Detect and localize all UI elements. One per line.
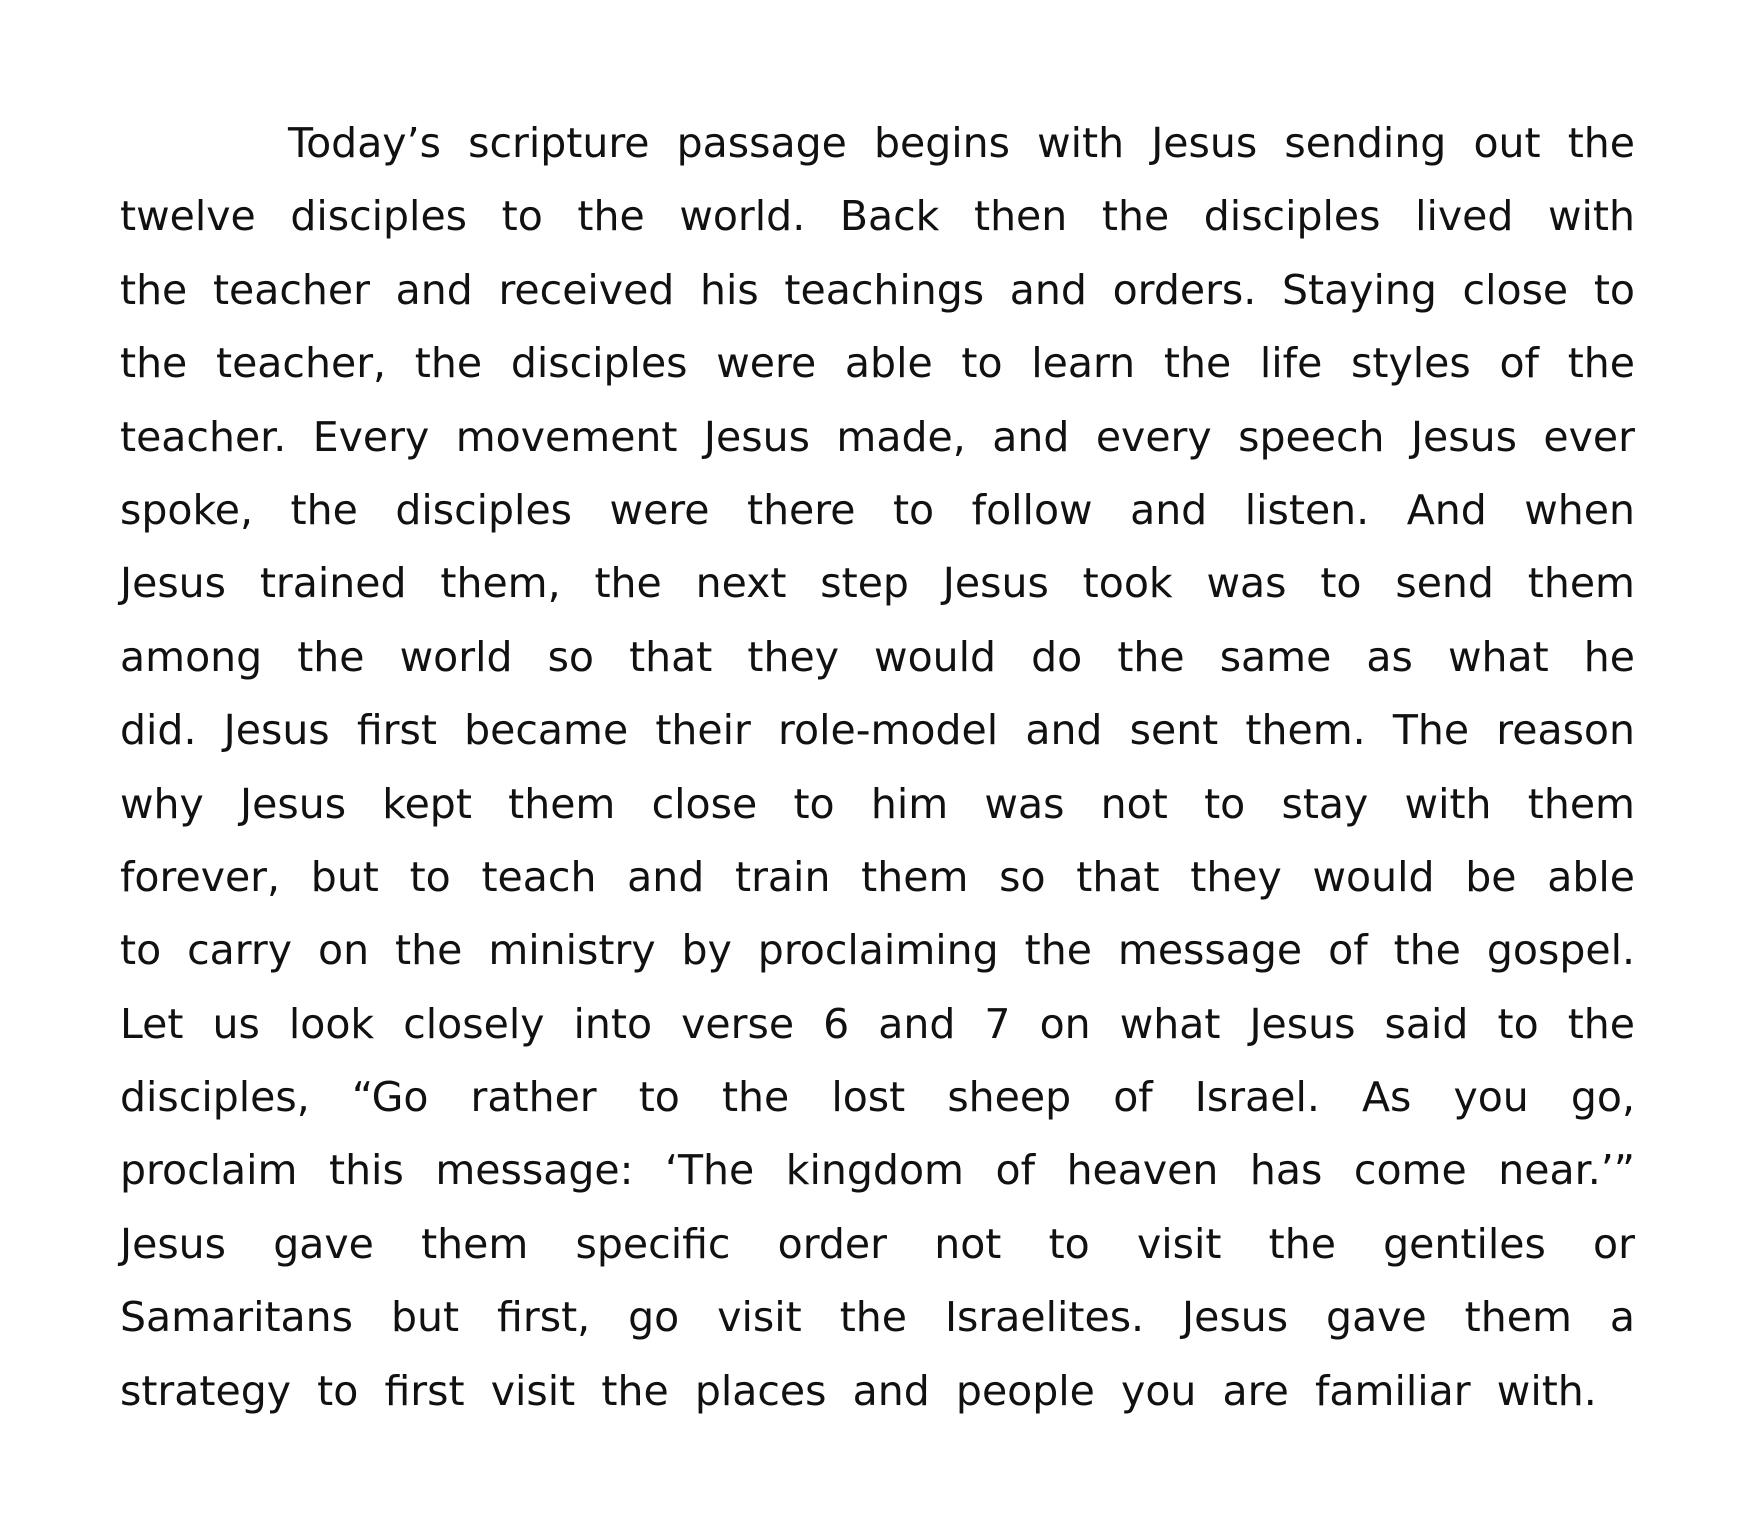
paragraph-line-13: Let us look closely into verse 6 and 7 on what Jesus said to the	[120, 999, 1635, 1048]
paragraph-line-15: proclaim this message: ‘The kingdom of heaven has come near.’”	[120, 1146, 1635, 1195]
paragraph-line-2: twelve disciples to the world. Back then the disciples lived with	[120, 192, 1635, 241]
sermon-paragraph	[120, 107, 1635, 1428]
paragraph-line-7: Jesus trained them, the next step Jesus took was to send them	[120, 559, 1635, 608]
paragraph-line-5: teacher. Every movement Jesus made, and every speech Jesus ever	[120, 412, 1635, 461]
paragraph-line-18: strategy to first visit the places and people you are familiar with.	[120, 1366, 1597, 1415]
paragraph-line-14: disciples, “Go rather to the lost sheep of Israel. As you go,	[120, 1073, 1635, 1122]
paragraph-line-16: Jesus gave them specific order not to visit the gentiles or	[120, 1219, 1635, 1268]
paragraph-line-9: did. Jesus first became their role-model and sent them. The reason	[120, 706, 1635, 755]
paragraph-line-11: forever, but to teach and train them so that they would be able	[120, 852, 1635, 901]
paragraph-line-12: to carry on the ministry by proclaiming the message of the gospel.	[120, 926, 1635, 975]
paragraph-line-8: among the world so that they would do the same as what he	[120, 632, 1635, 681]
paragraph-line-3: the teacher and received his teachings and orders. Staying close to	[120, 265, 1635, 314]
paragraph-line-17: Samaritans but first, go visit the Israelites. Jesus gave them a	[120, 1293, 1635, 1342]
paragraph-line-1: Today’s scripture passage begins with Jesus sending out the	[288, 119, 1635, 167]
paragraph-line-10: why Jesus kept them close to him was not to stay with them	[120, 779, 1635, 828]
paragraph-line-6: spoke, the disciples were there to follow and listen. And when	[120, 485, 1635, 534]
paragraph-line-4: the teacher, the disciples were able to learn the life styles of the	[120, 339, 1635, 388]
